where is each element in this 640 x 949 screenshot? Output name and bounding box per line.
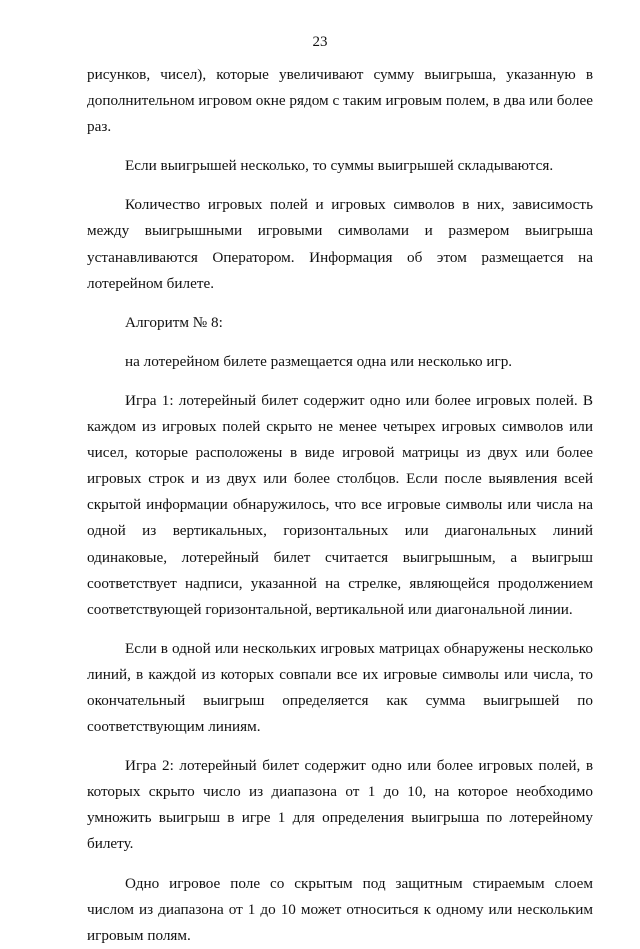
paragraph-game-1: Игра 1: лотерейный билет содержит одно или более игровых полей. В каждом из игровых полей скрыто не менее четырех игровых символов или чисел, которые расположены в виде игровой матрицы из двух или более игровых строк и из двух или более столбцов. Если после выявления всей скрытой информации обнаружилось, что все игровые символы или числа на одной из вертикальных, горизонтальных или диагональных линий одинаковые, лотерейный билет считается выигрышным, а выигрыш соответствует надписи, указанной на стрелке, являющейся продолжением соответствующей горизонтальной, вертикальной или диагональной линии. (87, 391, 593, 618)
paragraph-algorithm-heading: Алгоритм № 8: (125, 313, 223, 331)
paragraph-multiple-wins: Если выигрышей несколько, то суммы выигрышей складываются. (125, 157, 554, 175)
paragraph-operator-settings: Количество игровых полей и игровых символов в них, зависимость между выигрышными игровыми символами и размером выигрыша устанавливаются Оператором. Информация об этом размещается на лотерейном билете. (87, 196, 593, 292)
paragraph-continuation: рисунков, чисел), которые увеличивают сумму выигрыша, указанную в дополнительном игровом окне рядом с таким игровым полем, в два или более раз. (87, 66, 593, 136)
document-body (87, 62, 593, 949)
paragraph-games-on-ticket: на лотерейном билете размещается одна или несколько игр. (125, 352, 513, 370)
paragraph-multiple-lines: Если в одной или нескольких игровых матрицах обнаружены несколько линий, в каждой из которых совпали все их игровые символы или числа, то окончательный выигрыш определяется как сумма выигрышей по соответствующим линиям. (87, 639, 593, 736)
paragraph-game-2: Игра 2: лотерейный билет содержит одно или более игровых полей, в которых скрыто число из диапазона от 1 до 10, на которое необходимо умножить выигрыш в игре 1 для определения выигрыша по лотерейному билету. (87, 757, 593, 853)
page-number: 23 (312, 34, 328, 50)
paragraph-multiplier-field: Одно игровое поле со скрытым под защитным стираемым слоем числом из диапазона от 1 до 10 может относиться к одному или нескольким игровым полям. (87, 874, 593, 944)
